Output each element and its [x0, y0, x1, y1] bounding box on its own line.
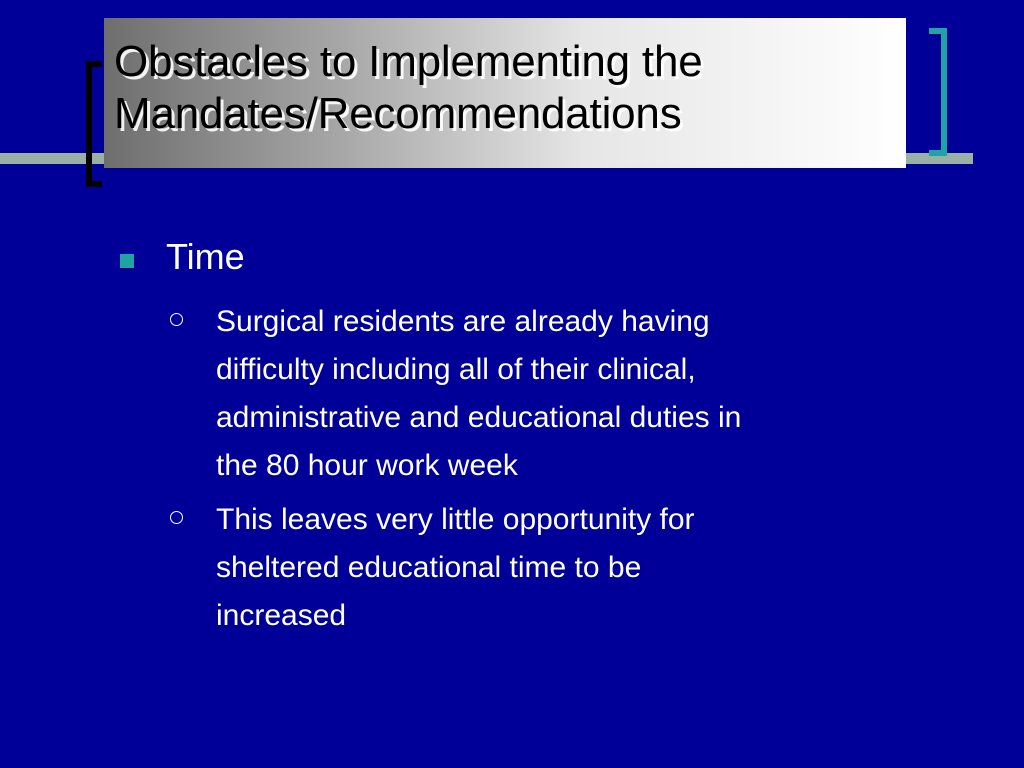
bullet-text: Time [166, 236, 245, 277]
sub-bullet-line: difficulty including all of their clinical, [216, 353, 696, 386]
sub-bullet-line: sheltered educational time to be [216, 551, 642, 584]
title-line-1: Obstacles to Implementing the [114, 37, 703, 86]
sub-bullet-line: the 80 hour work week [216, 449, 518, 482]
sub-bullet-line: administrative and educational duties in [216, 401, 742, 434]
sub-bullet-text [216, 496, 936, 640]
circle-bullet-icon [170, 511, 183, 524]
sub-bullet-line: increased [216, 599, 347, 632]
square-bullet-icon [120, 254, 134, 268]
sub-bullet-text [216, 298, 936, 490]
sub-bullet-line: This leaves very little opportunity for [216, 503, 695, 536]
circle-bullet-icon [170, 313, 183, 326]
title-line-2: Mandates/Recommendations [114, 89, 682, 138]
sub-bullet-line: Surgical residents are already having [216, 305, 710, 338]
